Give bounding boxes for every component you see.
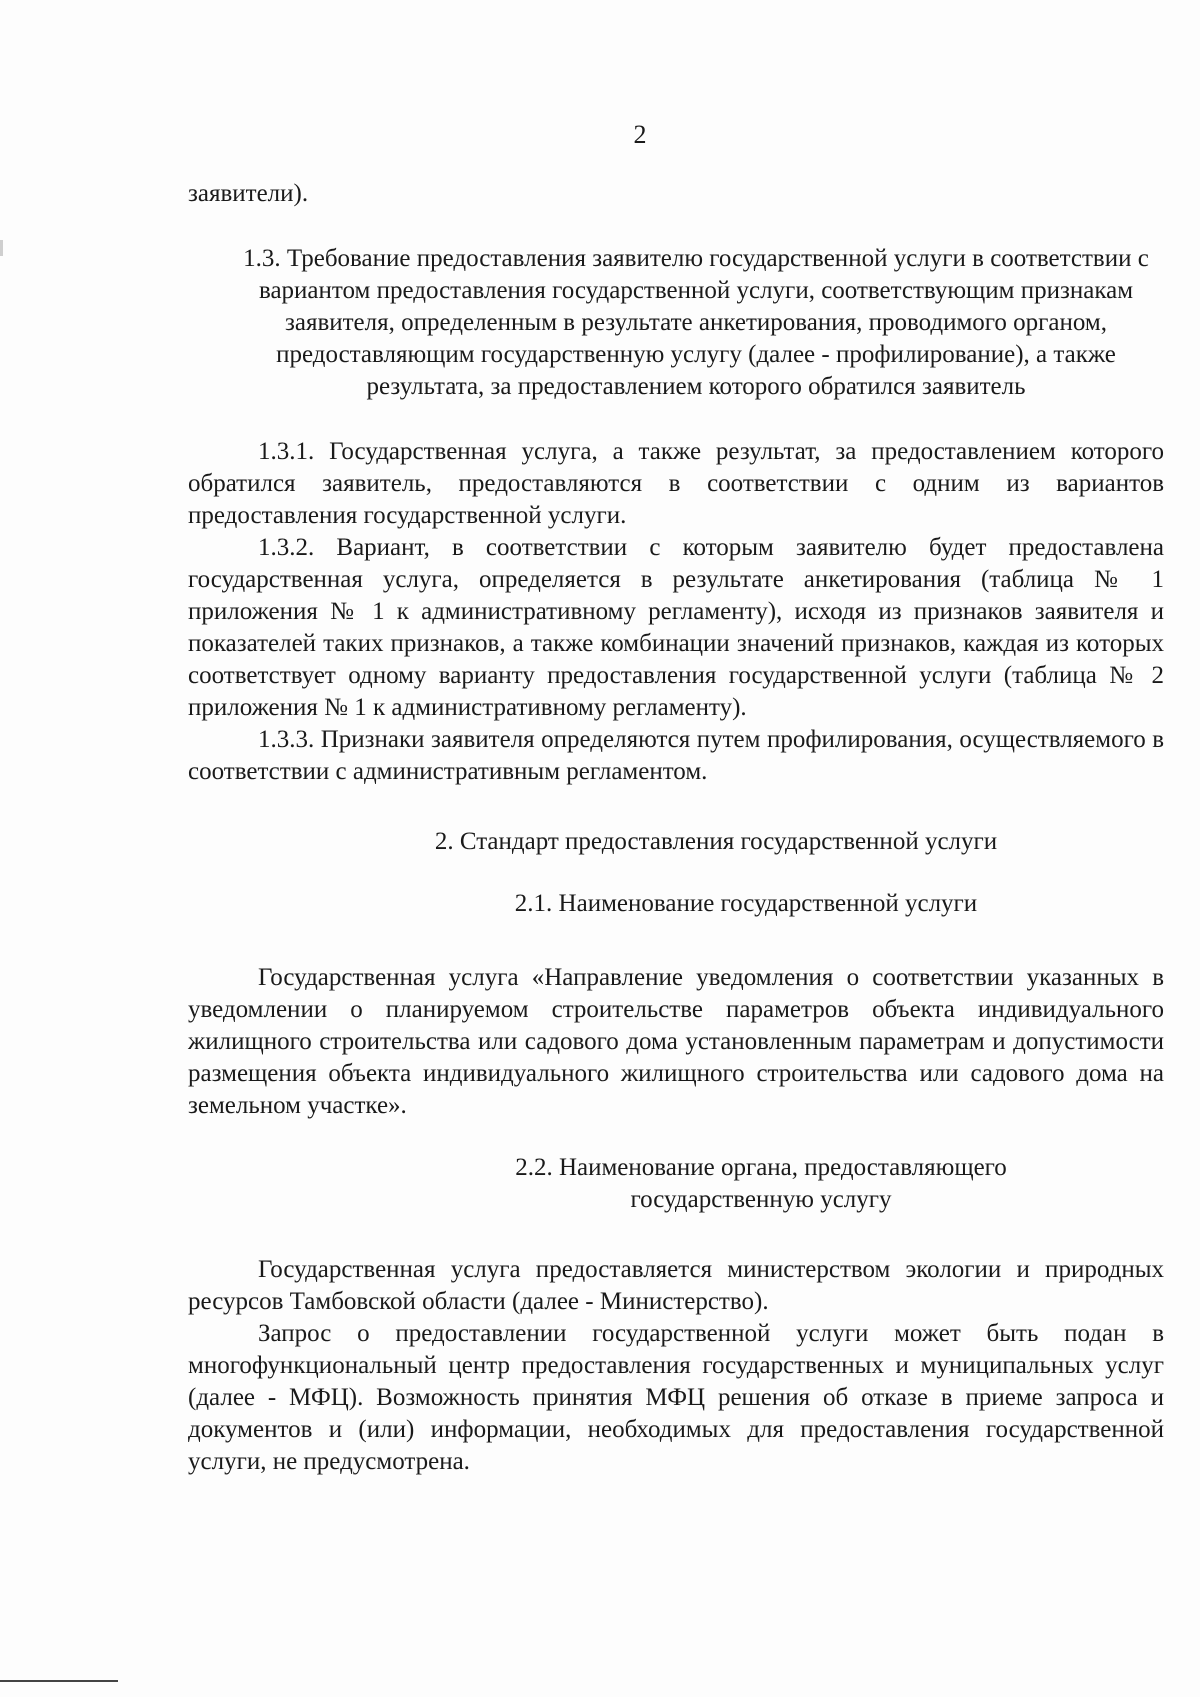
- page-number: 2: [633, 120, 647, 149]
- paragraph-1-3-2: 1.3.2. Вариант, в соответствии с которым заявителю будет предоставлена государственная услуга, определяется в результате анкетирования (таблица № 1 приложения № 1 к административному регламенту), исходя из признаков заявителя и показателей таких признаков, а также комбинации значений признаков, каждая из которых соответствует одному варианту предоставления государственной услуги (таблица № 2 приложения № 1 к административному регламенту).: [188, 534, 1164, 721]
- paragraph-2-2-b: Запрос о предоставлении государственной услуги может быть подан в многофункциональный центр предоставления государственных и муниципальных услуг (далее - МФЦ). Возможность принятия МФЦ решения об отказе в приеме запроса и документов и (или) информации, необходимых для предоставления государственной услуги, не предусмотрена.: [188, 1320, 1164, 1475]
- section-heading-2-2: [188, 1152, 1164, 1216]
- paragraph-1-3-1: 1.3.1. Государственная услуга, а также результат, за предоставлением которого обратился заявитель, предоставляются в соответствии с одним из вариантов предоставления государственной услуги.: [188, 438, 1164, 529]
- section-heading-2-2-line1: 2.2. Наименование органа, предоставляющего: [515, 1154, 1007, 1181]
- continuation-text: заявители).: [188, 180, 309, 207]
- section-heading-2: 2. Стандарт предоставления государственной услуги: [434, 828, 998, 855]
- section-heading-2-1: 2.1. Наименование государственной услуги: [514, 890, 978, 917]
- section-heading-2-2-line2: государственную услугу: [630, 1186, 892, 1213]
- scan-edge-mark: [0, 240, 3, 256]
- bottom-rule: [0, 1680, 118, 1682]
- paragraph-2-1: Государственная услуга «Направление уведомления о соответствии указанных в уведомлении о планируемом строительстве параметров объекта индивидуального жилищного строительства или садового дома установленным параметрам и допустимости размещения объекта индивидуального жилищного строительства или садового дома на земельном участке».: [188, 964, 1164, 1119]
- section-heading-1-3: 1.3. Требование предоставления заявителю государственной услуги в соответствии с вариантом предоставления государственной услуги, соответствующим признакам заявителя, определенным в результате анкетирования, проводимого органом, предоставляющим государственную услугу (далее - профилирование), а также результата, за предоставлением которого обратился заявитель: [243, 245, 1149, 400]
- paragraph-2-2-a: Государственная услуга предоставляется министерством экологии и природных ресурсов Тамбовской области (далее - Министерство).: [188, 1256, 1164, 1315]
- paragraph-1-3-3: 1.3.3. Признаки заявителя определяются путем профилирования, осуществляемого в соответствии с административным регламентом.: [188, 726, 1164, 785]
- document-body: [188, 178, 1164, 1478]
